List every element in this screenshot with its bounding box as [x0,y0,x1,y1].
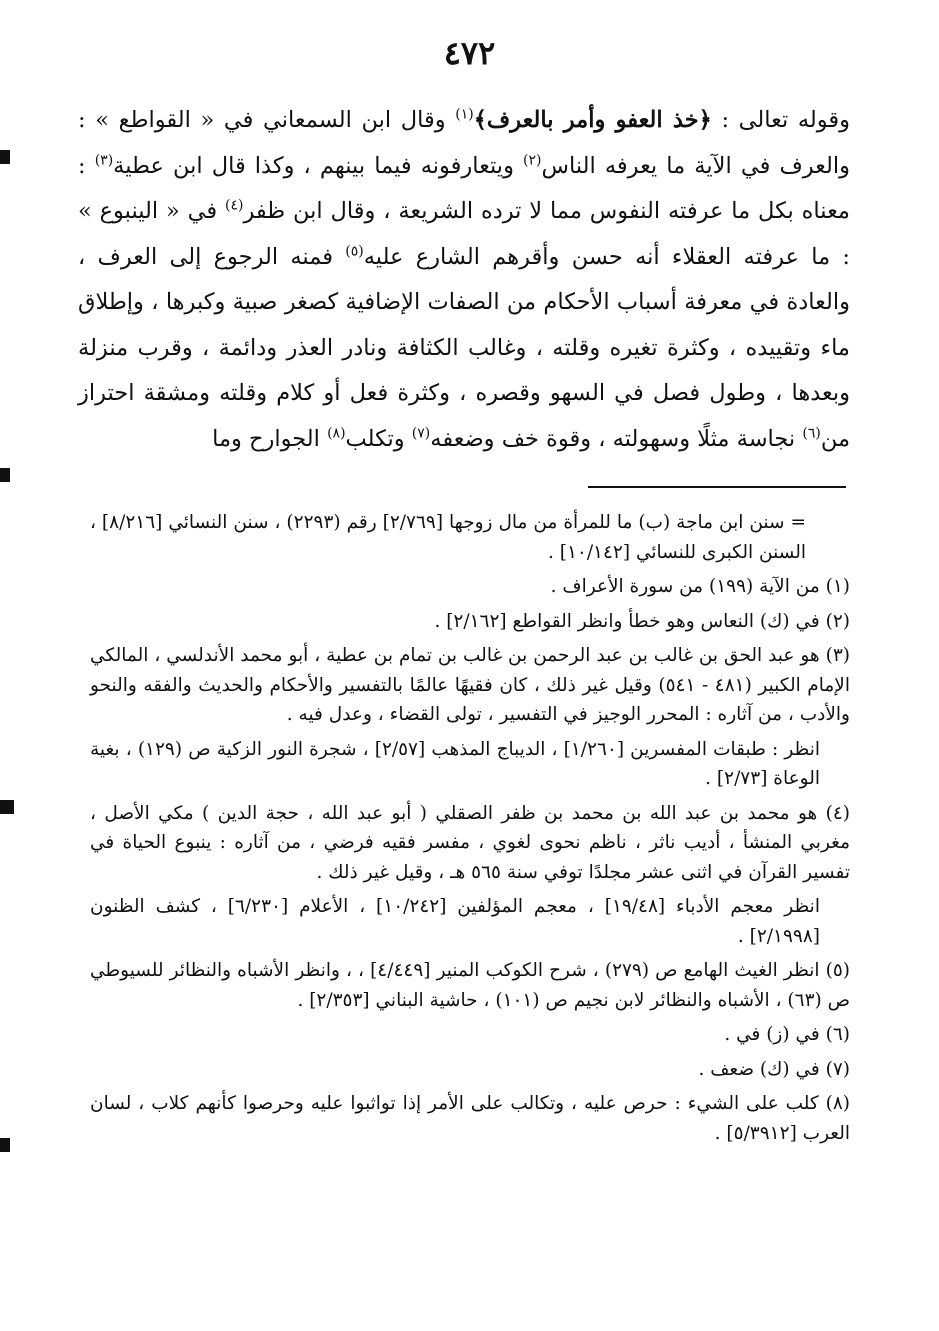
footnote-ref-7: (٧) [411,425,431,441]
footnote-4-sources: انظر معجم الأدباء [١٩/٤٨] ، معجم المؤلفين [١٠/٢٤٢] ، الأعلام [٦/٢٣٠] ، كشف الظنون [٢/١٩٩٨] . [90,896,820,947]
text-segment: الجوارح وما [212,425,328,452]
scan-edge-mark [0,1138,10,1152]
footnote-3: (٣) هو عبد الحق بن غالب بن عبد الرحمن بن غالب بن تمام بن عطية ، أبو محمد الأندلسي ، المالكي الإمام الكبير (٤٨١ - ٥٤١) وقيل غير ذلك ، كان فقيهًا عالمًا بالتفسير والأحكام والحديث والفقه والنحو والأدب ، من آثاره : المحرر الوجيز في التفسير ، تولى القضاء ، وعدل فيه . [90,645,850,725]
footnote-ref-4: (٤) [225,197,244,214]
text-segment: في « الينبوع » : ما عرفته العقلاء أنه حسن وأقرهم الشارع عليه [78,198,850,270]
footnote-ref-3: (٣) [94,152,114,168]
quran-verse: ﴿خذ العفو وأمر بالعرف﴾ [473,107,712,133]
footnote-ref-1: (١) [455,106,474,123]
footnote-1: (١) من الآية (١٩٩) من سورة الأعراف . [550,576,850,597]
footnote-7: (٧) في (ك) ضعف . [698,1058,850,1080]
page-number: ٤٧٢ [443,34,496,72]
scan-edge-mark [0,468,10,482]
main-paragraph [78,98,850,462]
footnote-ref-5: (٥) [345,243,364,259]
text-segment: وتكلب [345,425,412,452]
main-text [78,98,850,462]
text-segment: : معناه بكل ما عرفته النفوس مما لا ترده الشريعة ، وقال ابن ظفر [78,152,850,224]
footnotes [90,508,850,1153]
footnote-separator [588,486,846,488]
footnote-6: (٦) في (ز) في . [724,1024,850,1045]
footnote-ref-8: (٨) [327,425,346,441]
footnote-ref-6: (٦) [802,425,821,441]
footnote-3-sources: انظر : طبقات المفسرين [١/٢٦٠] ، الديباج المذهب [٢/٥٧] ، شجرة النور الزكية ص (١٢٩) ، بغية الوعاة [٢/٧٣] . [90,738,820,789]
footnote-5: (٥) انظر الغيث الهامع ص (٢٧٩) ، شرح الكوكب المنير [٤/٤٤٩] ، ، وانظر الأشباه والنظائر للسيوطي ص (٦٣) ، الأشباه والنظائر لابن نجيم ص (١٠١) ، حاشية البناني [٢/٣٥٣] . [90,960,850,1011]
text-segment: فمنه الرجوع إلى العرف ، والعادة في معرفة أسباب الأحكام من الصفات الإضافية كصغر صبية وكبرها ، وإطلاق ماء وتقييده ، وكثرة تغيره وقلته ، وغالب الكثافة ونادر العذر ودائمة ، وقرب منزلة وبعدها ، وطول فصل في السهو وقصره ، وكثرة فعل أو كلام وقلته ومشقة احتراز من [78,243,850,452]
footnote-2: (٢) في (ك) النعاس وهو خطأ وانظر القواطع [٢/١٦٢] . [434,610,850,632]
footnote-4: (٤) هو محمد بن عبد الله بن محمد بن ظفر الصقلي ( أبو عبد الله ، حجة الدين ) مكي الأصل ، مغربي المنشأ ، أديب ناثر ، ناظم نحوى لغوي ، مفسر فقيه فرضي ، من آثاره : ينبوع الحياة في تفسير القرآن في اثنى عشر مجلدًا توفي سنة ٥٦٥ هـ ، وقيل غير ذلك . [90,802,850,883]
scan-edge-mark [0,800,14,814]
footnote-continued: = سنن ابن ماجة (ب) ما للمرأة من مال زوجها [٢/٧٦٩] رقم (٢٢٩٣) ، سنن النسائي [٨/٢١٦] ، السنن الكبرى للنسائي [١٠/١٤٢] . [90,512,806,563]
footnote-8: (٨) كلب على الشيء : حرص عليه ، وتكالب على الأمر إذا تواثبوا عليه وحرصوا كأنهم كلاب ، لسان العرب [٥/٣٩١٢] . [90,1093,850,1144]
scan-edge-mark [0,150,10,164]
text-segment: وقال ابن السمعاني في « القواطع » : والعرف في الآية ما يعرفه الناس [78,107,851,179]
text-segment: نجاسة مثلًا وسهولته ، وقوة خف وضعفه [430,425,803,452]
text-segment: وقوله تعالى : [711,107,851,133]
footnote-ref-2: (٢) [523,152,542,168]
text-segment: ويتعارفونه فيما بينهم ، وكذا قال ابن عطية [113,152,524,179]
